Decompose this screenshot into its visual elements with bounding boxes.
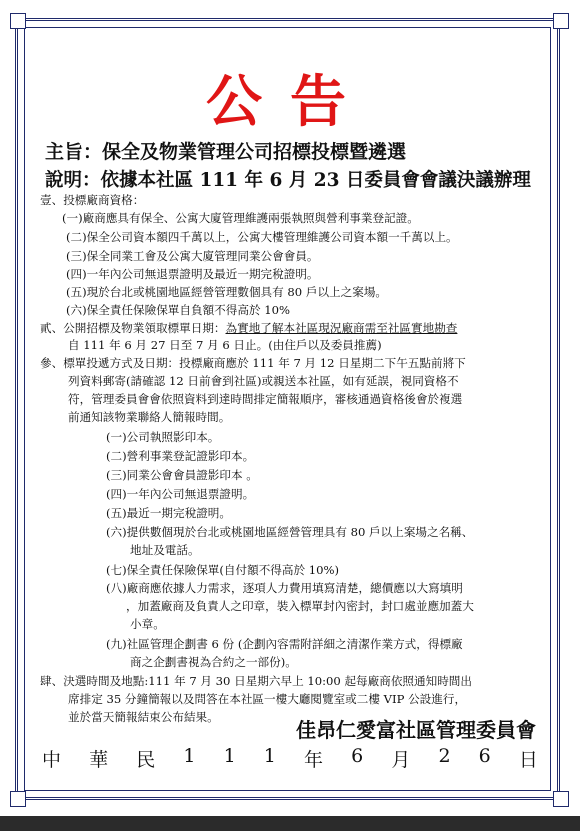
section1-heading: 壹、投標廠商資格： xyxy=(40,193,145,207)
date-char: 中 xyxy=(42,749,62,771)
section3-item-cont: 商之企劃書視為合約之一部份)。 xyxy=(130,655,297,669)
section3-item: (七)保全責任保險保單(自付額不得高於 10%) xyxy=(106,563,340,577)
corner-ornament-top-left xyxy=(10,13,26,29)
section2-prefix: 貳、公開招標及物業領取標單日期： xyxy=(40,321,226,335)
section2-line xyxy=(40,320,457,336)
section4-line: 並於當天簡報結束公布結果。 xyxy=(68,710,219,724)
section3-item: (五)最近一期完稅證明。 xyxy=(106,506,231,520)
corner-ornament-bottom-right xyxy=(553,791,569,807)
explanation-line: 說明：依據本社區 111 年 6 月 23 日委員會會議決議辦理 xyxy=(45,170,531,191)
section3-item: (八)廠商應依據人力需求，逐項人力費用填寫清楚，總價應以大寫填明 xyxy=(106,581,463,595)
section1-item: (二)保全公司資本額四千萬以上，公寓大樓管理維護公司資本額一千萬以上。 xyxy=(66,230,458,244)
section3-item: (一)公司執照影印本。 xyxy=(106,430,220,444)
section2-underlined-note: 為實地了解本社區現況廠商需至社區實地勘查 xyxy=(225,321,458,335)
section3-line: 列資料郵寄(請確認 12 日前會到社區)或親送本社區，如有延誤，視同資格不 xyxy=(68,374,459,388)
date-char: 日 xyxy=(518,749,538,771)
section3-line: 符，管理委員會會依照資料到達時間排定簡報順序，審核通過資格後會於複選 xyxy=(68,392,463,406)
section1-item: (六)保全責任保險保單自負額不得高於 10% xyxy=(66,303,291,317)
section3-item: (九)社區管理企劃書 6 份 (企劃內容需附詳細之清潔作業方式，得標廠 xyxy=(106,637,463,651)
section3-line: 參、標單投遞方式及日期：投標廠商應於 111 年 7 月 12 日星期二下午五點前將下 xyxy=(40,356,466,370)
date-char: 6 xyxy=(351,745,364,767)
section4-line: 席排定 35 分鐘簡報以及問答在本社區一樓大廳閱覽室或二樓 VIP 公設進行， xyxy=(68,692,467,706)
committee-signature: 佳昂仁愛富社區管理委員會 xyxy=(296,718,536,742)
date-char: 1 xyxy=(223,745,236,767)
section2-date-range: 自 111 年 6 月 27 日至 7 月 6 日止。(由住戶以及委員推薦) xyxy=(68,338,382,352)
section1-item: (一)廠商應具有保全、公寓大廈管理維護兩張執照與營利事業登記證。 xyxy=(62,211,419,225)
date-char: 月 xyxy=(391,749,411,771)
section3-item: (三)同業公會會員證影印本 。 xyxy=(106,468,258,482)
date-char: 2 xyxy=(438,745,451,767)
section3-item-cont: 地址及電話。 xyxy=(130,543,200,557)
section3-item: (二)營利事業登記證影印本。 xyxy=(106,449,255,463)
section3-item: (六)提供數個現於台北或桃園地區經營管理具有 80 戶以上案場之名稱、 xyxy=(106,525,474,539)
date-char: 6 xyxy=(478,745,491,767)
date-char: 年 xyxy=(303,749,323,771)
corner-ornament-bottom-left xyxy=(10,791,26,807)
notice-title: 公告 xyxy=(206,69,374,135)
section1-item: (三)保全同業工會及公寓大廈管理同業公會會員。 xyxy=(66,249,319,263)
section1-item: (四)一年內公司無退票證明及最近一期完稅證明。 xyxy=(66,267,319,281)
date-char: 華 xyxy=(89,749,109,771)
date-char: 1 xyxy=(263,745,276,767)
section3-item: (四)一年內公司無退票證明。 xyxy=(106,487,255,501)
section1-item: (五)現於台北或桃園地區經營管理數個具有 80 戶以上之案場。 xyxy=(66,285,388,299)
date-char: 民 xyxy=(136,749,156,771)
corner-ornament-top-right xyxy=(553,13,569,29)
viewer-bottom-bar xyxy=(0,816,580,831)
section3-item-cont: ，加蓋廠商及負責人之印章，裝入標單封內密封，封口處並應加蓋大 xyxy=(126,599,474,613)
subject-line: 主旨：保全及物業管理公司招標投標暨遴選 xyxy=(45,141,407,163)
notice-date xyxy=(42,745,538,772)
section3-item-cont: 小章。 xyxy=(130,617,165,631)
section3-line: 前通知該物業聯絡人簡報時間。 xyxy=(68,410,231,424)
date-char: 1 xyxy=(183,745,196,767)
section4-line: 肆、決選時間及地點:111 年 7 月 30 日星期六早上 10:00 起每廠商依照通知時間出 xyxy=(40,674,472,688)
